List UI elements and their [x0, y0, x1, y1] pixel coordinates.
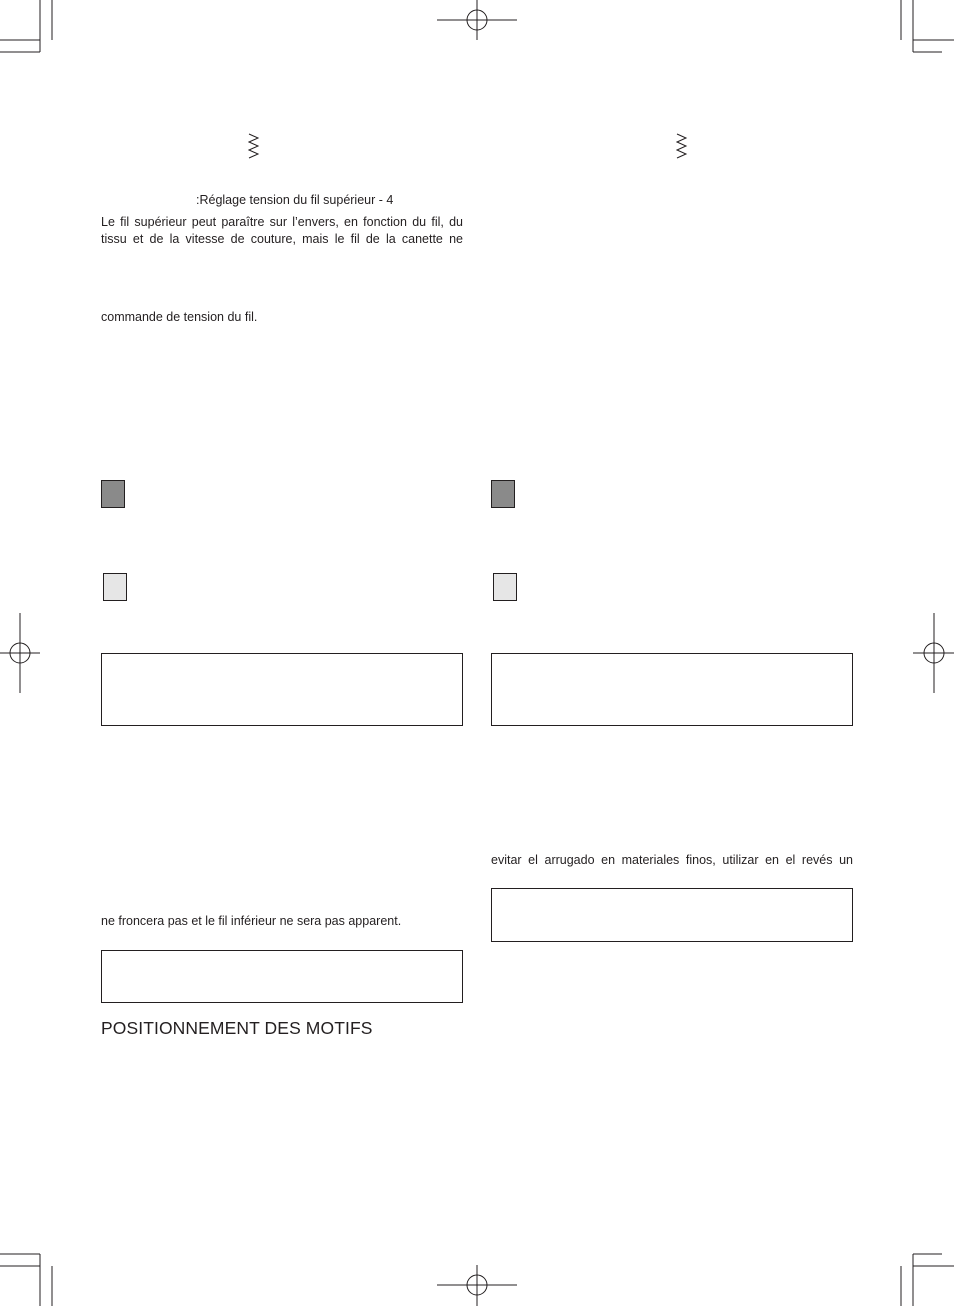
gray-swatch-light	[103, 573, 127, 601]
note-box	[101, 653, 463, 726]
paragraph-line: Le fil supérieur peut paraître sur l’envers, en fonction du fil, du	[101, 215, 463, 229]
note-box	[101, 950, 463, 1003]
note-box	[491, 888, 853, 942]
crop-mark-icon	[0, 0, 52, 52]
gray-swatch-light	[493, 573, 517, 601]
section-heading-tension: :Réglage tension du fil supérieur - 4	[196, 193, 394, 207]
paragraph-line: tissu et de la vitesse de couture, mais le fil de la canette ne	[101, 232, 463, 246]
paragraph-line: commande de tension du fil.	[101, 310, 258, 324]
registration-mark-icon	[0, 613, 40, 693]
crop-mark-icon	[0, 1254, 52, 1306]
registration-mark-icon	[437, 0, 517, 40]
paragraph-line: evitar el arrugado en materiales finos, utilizar en el revés un	[491, 853, 853, 867]
crop-mark-icon	[901, 1254, 954, 1306]
section-heading-positionnement: POSITIONNEMENT DES MOTIFS	[101, 1018, 373, 1038]
zigzag-stitch-icon	[248, 133, 260, 161]
gray-swatch-dark	[101, 480, 125, 508]
gray-swatch-dark	[491, 480, 515, 508]
registration-mark-icon	[437, 1265, 517, 1306]
zigzag-stitch-icon	[676, 133, 688, 161]
paragraph-line: ne froncera pas et le fil inférieur ne sera pas apparent.	[101, 914, 402, 928]
note-box	[491, 653, 853, 726]
registration-mark-icon	[913, 613, 954, 693]
crop-mark-icon	[901, 0, 954, 52]
